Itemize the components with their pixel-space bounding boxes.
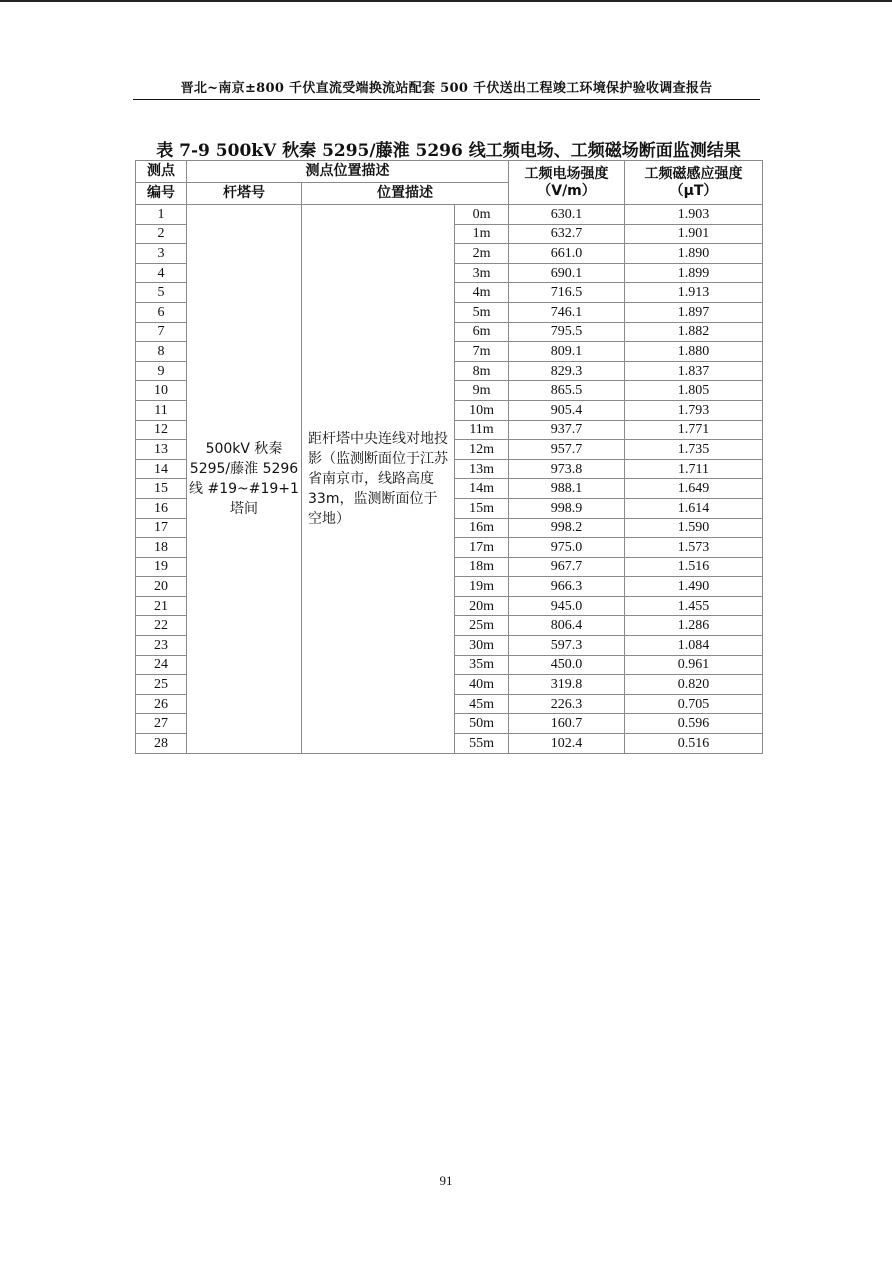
b-field-value-cell: 1.913 xyxy=(625,283,763,303)
table-title: 表 7-9 500kV 秋秦 5295/藤淮 5296 线工频电场、工频磁场断面监测结果 xyxy=(156,141,741,161)
b-field-value-cell: 1.903 xyxy=(625,205,763,225)
b-field-value-cell: 0.596 xyxy=(625,714,763,734)
distance-cell: 0m xyxy=(455,205,509,225)
distance-cell: 7m xyxy=(455,342,509,362)
e-field-value-cell: 998.9 xyxy=(509,498,625,518)
point-number-cell: 25 xyxy=(136,675,187,695)
point-number-cell: 23 xyxy=(136,636,187,656)
point-number-cell: 5 xyxy=(136,283,187,303)
e-field-value-cell: 795.5 xyxy=(509,322,625,342)
distance-cell: 8m xyxy=(455,361,509,381)
point-number-cell: 24 xyxy=(136,655,187,675)
distance-cell: 18m xyxy=(455,557,509,577)
b-field-value-cell: 1.880 xyxy=(625,342,763,362)
point-number-cell: 9 xyxy=(136,361,187,381)
point-number-cell: 17 xyxy=(136,518,187,538)
header-point-no-top: 测点 xyxy=(136,161,187,183)
b-field-value-cell: 1.901 xyxy=(625,224,763,244)
point-number-cell: 3 xyxy=(136,244,187,264)
header-tower-no: 杆塔号 xyxy=(187,183,302,205)
table-row xyxy=(136,205,763,225)
header-b-field-unit: （μT） xyxy=(669,182,718,199)
distance-cell: 19m xyxy=(455,577,509,597)
distance-cell: 4m xyxy=(455,283,509,303)
distance-cell: 5m xyxy=(455,302,509,322)
point-number-cell: 18 xyxy=(136,538,187,558)
distance-cell: 9m xyxy=(455,381,509,401)
distance-cell: 40m xyxy=(455,675,509,695)
e-field-value-cell: 102.4 xyxy=(509,734,625,754)
b-field-value-cell: 0.820 xyxy=(625,675,763,695)
point-number-cell: 16 xyxy=(136,498,187,518)
header-location-desc: 测点位置描述 xyxy=(187,161,509,183)
e-field-value-cell: 690.1 xyxy=(509,263,625,283)
b-field-value-cell: 1.897 xyxy=(625,302,763,322)
b-field-value-cell: 1.882 xyxy=(625,322,763,342)
b-field-value-cell: 1.735 xyxy=(625,440,763,460)
header-b-field xyxy=(625,161,763,205)
header-e-field-label: 工频电场强度 xyxy=(524,165,609,182)
b-field-value-cell: 1.614 xyxy=(625,498,763,518)
e-field-value-cell: 829.3 xyxy=(509,361,625,381)
point-number-cell: 15 xyxy=(136,479,187,499)
b-field-value-cell: 1.899 xyxy=(625,263,763,283)
e-field-value-cell: 988.1 xyxy=(509,479,625,499)
point-number-cell: 26 xyxy=(136,694,187,714)
point-number-cell: 6 xyxy=(136,302,187,322)
b-field-value-cell: 1.573 xyxy=(625,538,763,558)
header-e-field xyxy=(509,161,625,205)
point-number-cell: 22 xyxy=(136,616,187,636)
distance-cell: 30m xyxy=(455,636,509,656)
point-number-cell: 10 xyxy=(136,381,187,401)
e-field-value-cell: 716.5 xyxy=(509,283,625,303)
header-e-field-unit: （V/m） xyxy=(537,182,596,199)
b-field-value-cell: 0.516 xyxy=(625,734,763,754)
b-field-value-cell: 0.961 xyxy=(625,655,763,675)
distance-cell: 50m xyxy=(455,714,509,734)
distance-cell: 16m xyxy=(455,518,509,538)
point-number-cell: 2 xyxy=(136,224,187,244)
e-field-value-cell: 975.0 xyxy=(509,538,625,558)
point-number-cell: 7 xyxy=(136,322,187,342)
distance-cell: 12m xyxy=(455,440,509,460)
point-number-cell: 27 xyxy=(136,714,187,734)
header-divider xyxy=(133,99,760,100)
e-field-value-cell: 973.8 xyxy=(509,459,625,479)
distance-cell: 55m xyxy=(455,734,509,754)
b-field-value-cell: 1.805 xyxy=(625,381,763,401)
e-field-value-cell: 905.4 xyxy=(509,400,625,420)
e-field-value-cell: 661.0 xyxy=(509,244,625,264)
b-field-value-cell: 1.590 xyxy=(625,518,763,538)
distance-cell: 11m xyxy=(455,420,509,440)
point-number-cell: 28 xyxy=(136,734,187,754)
monitoring-results-table xyxy=(135,160,763,754)
e-field-value-cell: 226.3 xyxy=(509,694,625,714)
e-field-value-cell: 632.7 xyxy=(509,224,625,244)
b-field-value-cell: 0.705 xyxy=(625,694,763,714)
point-number-cell: 12 xyxy=(136,420,187,440)
header-b-field-label: 工频磁感应强度 xyxy=(644,165,743,182)
e-field-value-cell: 806.4 xyxy=(509,616,625,636)
e-field-value-cell: 945.0 xyxy=(509,596,625,616)
e-field-value-cell: 937.7 xyxy=(509,420,625,440)
point-number-cell: 20 xyxy=(136,577,187,597)
report-header: 晋北~南京±800 千伏直流受端换流站配套 500 千伏送出工程竣工环境保护验收调查报告 xyxy=(180,81,713,96)
point-number-cell: 14 xyxy=(136,459,187,479)
distance-cell: 20m xyxy=(455,596,509,616)
b-field-value-cell: 1.711 xyxy=(625,459,763,479)
b-field-value-cell: 1.890 xyxy=(625,244,763,264)
e-field-value-cell: 998.2 xyxy=(509,518,625,538)
b-field-value-cell: 1.649 xyxy=(625,479,763,499)
distance-cell: 6m xyxy=(455,322,509,342)
e-field-value-cell: 957.7 xyxy=(509,440,625,460)
b-field-value-cell: 1.516 xyxy=(625,557,763,577)
b-field-value-cell: 1.771 xyxy=(625,420,763,440)
e-field-value-cell: 630.1 xyxy=(509,205,625,225)
b-field-value-cell: 1.084 xyxy=(625,636,763,656)
distance-cell: 45m xyxy=(455,694,509,714)
header-position-desc: 位置描述 xyxy=(302,183,509,205)
e-field-value-cell: 865.5 xyxy=(509,381,625,401)
point-number-cell: 11 xyxy=(136,400,187,420)
page-number: 91 xyxy=(439,1173,453,1188)
e-field-value-cell: 450.0 xyxy=(509,655,625,675)
header-point-no-bottom: 编号 xyxy=(136,183,187,205)
point-number-cell: 21 xyxy=(136,596,187,616)
distance-cell: 17m xyxy=(455,538,509,558)
top-border-line xyxy=(0,0,892,2)
b-field-value-cell: 1.837 xyxy=(625,361,763,381)
distance-cell: 3m xyxy=(455,263,509,283)
distance-cell: 2m xyxy=(455,244,509,264)
b-field-value-cell: 1.793 xyxy=(625,400,763,420)
distance-cell: 25m xyxy=(455,616,509,636)
distance-cell: 13m xyxy=(455,459,509,479)
point-number-cell: 4 xyxy=(136,263,187,283)
distance-cell: 15m xyxy=(455,498,509,518)
b-field-value-cell: 1.455 xyxy=(625,596,763,616)
e-field-value-cell: 319.8 xyxy=(509,675,625,695)
distance-cell: 35m xyxy=(455,655,509,675)
e-field-value-cell: 160.7 xyxy=(509,714,625,734)
position-description-cell: 距杆塔中央连线对地投影（监测断面位于江苏省南京市，线路高度 33m，监测断面位于空地） xyxy=(302,205,455,754)
point-number-cell: 19 xyxy=(136,557,187,577)
tower-number-cell: 500kV 秋秦 5295/藤淮 5296 线 #19~#19+1 塔间 xyxy=(187,205,302,754)
e-field-value-cell: 966.3 xyxy=(509,577,625,597)
header-row-1 xyxy=(136,161,763,183)
distance-cell: 10m xyxy=(455,400,509,420)
e-field-value-cell: 809.1 xyxy=(509,342,625,362)
e-field-value-cell: 967.7 xyxy=(509,557,625,577)
e-field-value-cell: 597.3 xyxy=(509,636,625,656)
point-number-cell: 8 xyxy=(136,342,187,362)
distance-cell: 14m xyxy=(455,479,509,499)
distance-cell: 1m xyxy=(455,224,509,244)
e-field-value-cell: 746.1 xyxy=(509,302,625,322)
point-number-cell: 1 xyxy=(136,205,187,225)
point-number-cell: 13 xyxy=(136,440,187,460)
b-field-value-cell: 1.286 xyxy=(625,616,763,636)
b-field-value-cell: 1.490 xyxy=(625,577,763,597)
